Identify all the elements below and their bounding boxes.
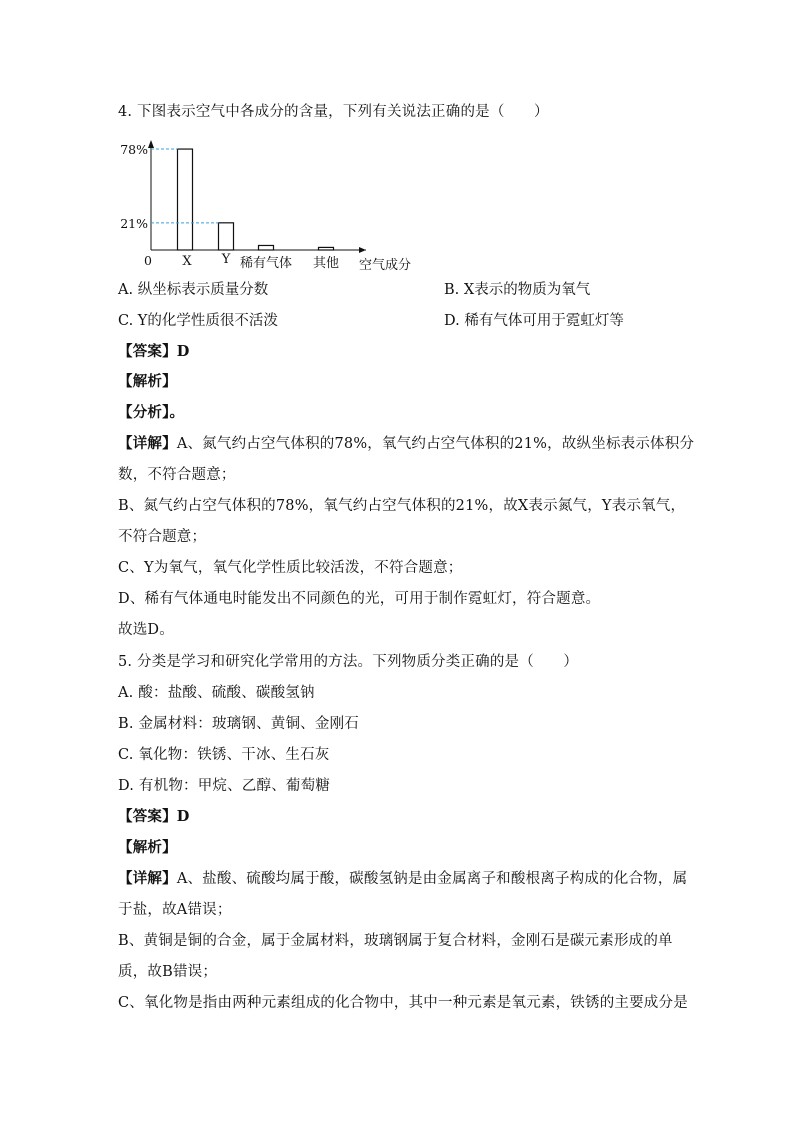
x-tick-label-3: 其他 [312, 256, 340, 271]
q4-detail-line-4: 不符合题意； [118, 529, 207, 545]
q5-detail-line-3: B、黄铜是铜的合金，属于金属材料，玻璃钢属于复合材料，金刚石是碳元素形成的单 [118, 933, 673, 949]
q4-option-b: B. X表示的物质为氧气 [444, 282, 591, 298]
q5-detail-line-4: 质，故B错误； [118, 964, 218, 980]
air-composition-chart [118, 135, 438, 275]
q5-option-b: B. 金属材料：玻璃钢、黄铜、金刚石 [118, 716, 359, 732]
q4-option-c: C. Y的化学性质很不活泼 [118, 313, 278, 329]
q5-detail-tag: 【详解】 [118, 870, 177, 887]
x-tick-label-0: X [182, 254, 192, 269]
q4-option-a: A. 纵坐标表示质量分数 [118, 282, 269, 298]
q4-detail-line-6: D、稀有气体通电时能发出不同颜色的光，可用于制作霓虹灯，符合题意。 [118, 591, 601, 607]
x-tick-label-2: 稀有气体 [239, 256, 293, 271]
y-tick-label-1: 21% [120, 215, 148, 231]
q4-detail-line-1 [118, 434, 694, 454]
q4-detail-line-2: 数，不符合题意； [118, 467, 236, 483]
q4-conclusion: 故选D。 [118, 622, 174, 638]
q5-option-d: D. 有机物：甲烷、乙醇、葡萄糖 [118, 778, 331, 794]
bar-1 [219, 223, 234, 250]
q5-detail-line-2: 于盐，故A错误； [118, 902, 232, 918]
q4-stem: 4. 下图表示空气中各成分的含量，下列有关说法正确的是（ ） [118, 104, 549, 120]
q4-detail-line-3: B、氮气约占空气体积的78%，氧气约占空气体积的21%，故X表示氮气，Y表示氧气， [118, 498, 686, 514]
bar-3 [319, 247, 334, 250]
q5-answer: 【答案】D [118, 808, 190, 825]
q5-detail-line-5: C、氧化物是指由两种元素组成的化合物中，其中一种元素是氧元素，铁锈的主要成分是 [118, 995, 688, 1011]
origin-label: 0 [144, 253, 152, 268]
q5-option-a: A. 酸：盐酸、硫酸、碳酸氢钠 [118, 685, 315, 701]
x-axis-label: 空气成分 [358, 258, 411, 273]
q4-fenxi: 【分析】。 [118, 404, 185, 421]
q4-detail-text-1: A、氮气约占空气体积的78%，氧气约占空气体积的21%，故纵坐标表示体积分 [176, 436, 695, 452]
q5-stem: 5. 分类是学习和研究化学常用的方法。下列物质分类正确的是（ ） [118, 654, 579, 670]
x-tick-label-1: Y [221, 252, 231, 267]
q4-detail-tag: 【详解】 [118, 435, 177, 452]
bar-2 [259, 245, 274, 250]
q4-option-d: D. 稀有气体可用于霓虹灯等 [444, 313, 624, 329]
q4-analysis: 【解析】 [118, 373, 177, 390]
q5-option-c: C. 氧化物：铁锈、干冰、生石灰 [118, 747, 330, 763]
y-tick-label-0: 78% [120, 142, 148, 158]
y-axis-arrow [148, 140, 154, 148]
q4-answer: 【答案】D [118, 343, 190, 360]
q5-detail-text-1: A、盐酸、硫酸均属于酸，碳酸氢钠是由金属离子和酸根离子构成的化合物，属 [176, 871, 688, 887]
q4-detail-line-5: C、Y为氧气，氧气化学性质比较活泼，不符合题意； [118, 560, 463, 576]
bar-0 [178, 149, 193, 250]
q5-detail-line-1 [118, 869, 687, 889]
q5-analysis: 【解析】 [118, 839, 177, 856]
x-axis-arrow [359, 247, 366, 253]
